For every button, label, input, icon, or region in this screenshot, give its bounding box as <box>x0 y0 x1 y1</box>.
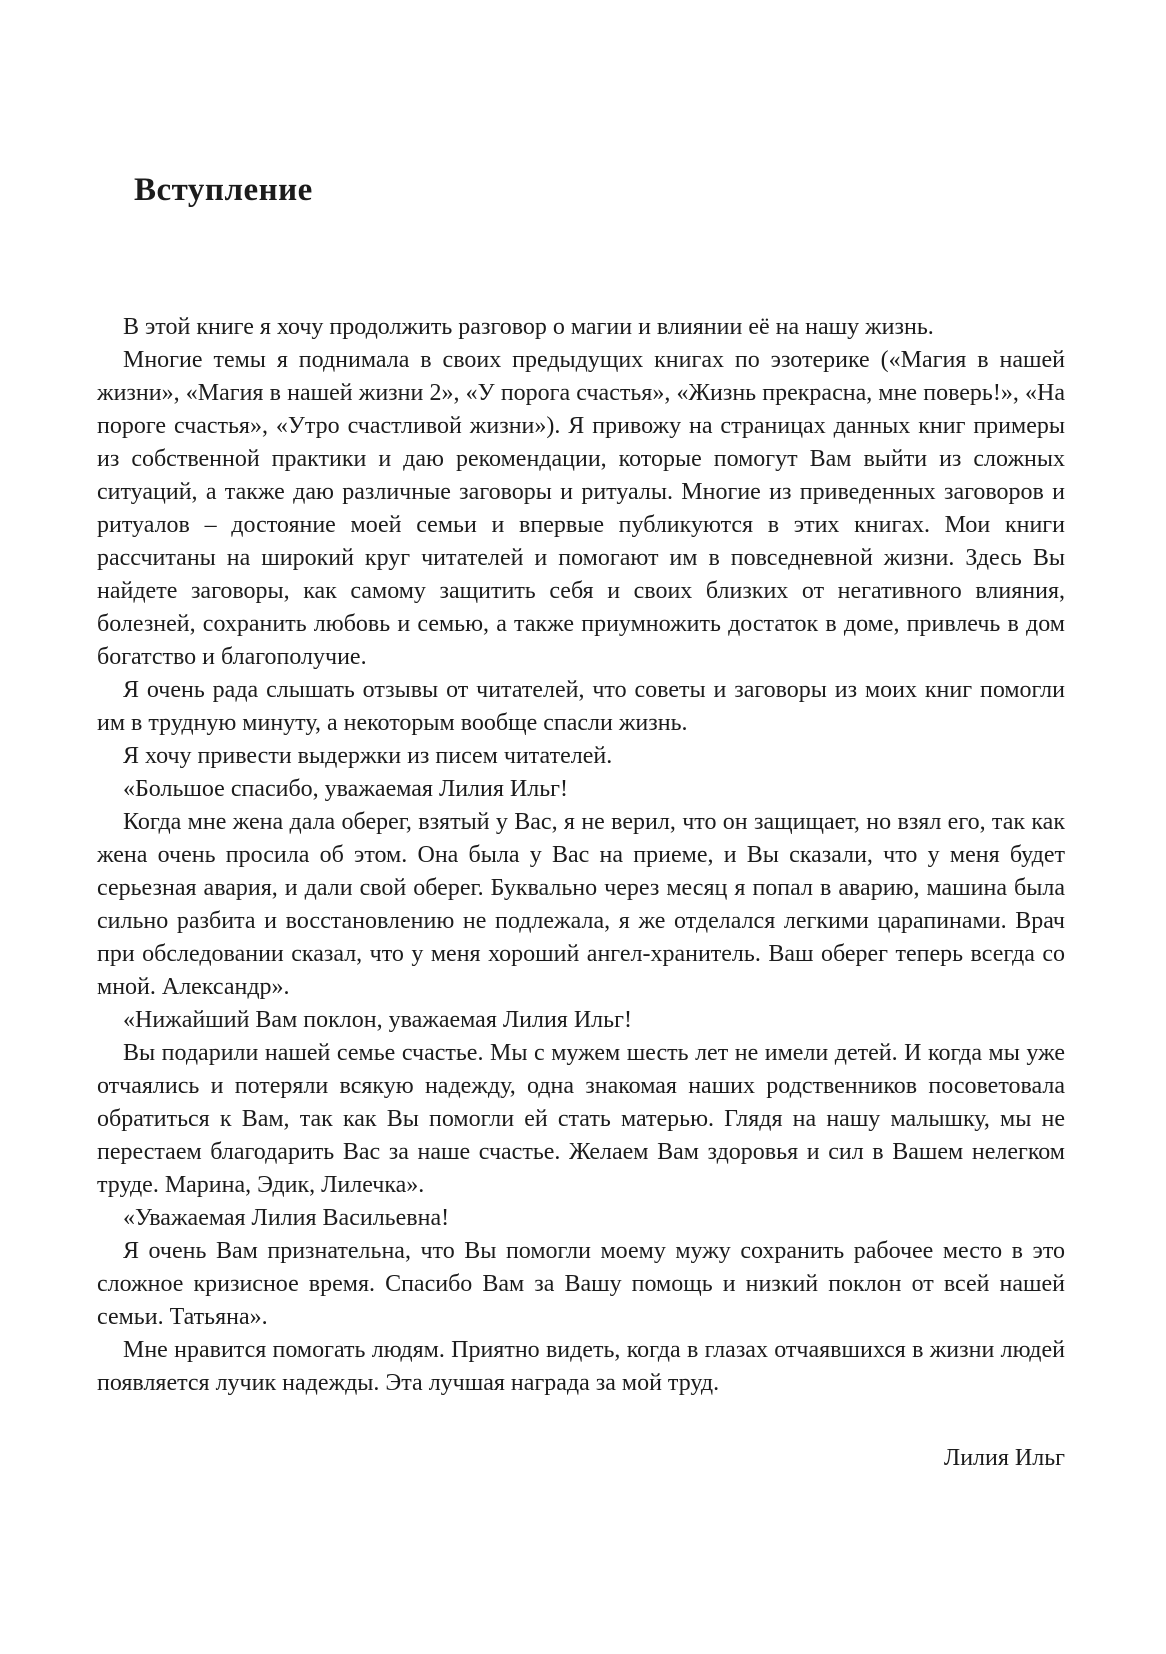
paragraph: Многие темы я поднимала в своих предыдущих книгах по эзотерике («Магия в нашей жизни», «Магия в нашей жизни 2», «У порога счастья», «Жизнь прекрасна, мне поверь!», «На пороге счастья», «Утро счастливой жизни»). Я привожу на страницах данных книг примеры из собственной практики и даю рекомендации, которые помогут Вам выйти из сложных ситуаций, а также даю различные заговоры и ритуалы. Многие из приведенных заговоров и ритуалов – достояние моей семьи и впервые публикуются в этих книгах. Мои книги рассчитаны на широкий круг читателей и помогают им в повседневной жизни. Здесь Вы найдете заговоры, как самому защитить себя и своих близких от негативного влияния, болезней, сохранить любовь и семью, а также приумножить достаток в доме, привлечь в дом богатство и благополучие. <box>97 347 1065 670</box>
paragraph: Мне нравится помогать людям. Приятно видеть, когда в глазах отчаявшихся в жизни людей появляется лучик надежды. Эта лучшая награда за мой труд. <box>97 1337 1065 1396</box>
paragraph: Я хочу привести выдержки из писем читателей. <box>123 743 613 769</box>
paragraph: Я очень рада слышать отзывы от читателей, что советы и заговоры из моих книг помогли им в трудную минуту, а некоторым вообще спасли жизнь. <box>97 677 1065 736</box>
paragraph: Вы подарили нашей семье счастье. Мы с мужем шесть лет не имели детей. И когда мы уже отчаялись и потеряли всякую надежду, одна знакомая наших родственников посоветовала обратиться к Вам, так как Вы помогли ей стать матерью. Глядя на нашу малышку, мы не перестаем благодарить Вас за наше счастье. Желаем Вам здоровья и сил в Вашем нелегком труде. Марина, Эдик, Лилечка». <box>97 1040 1065 1198</box>
paragraph: «Большое спасибо, уважаемая Лилия Ильг! <box>123 776 569 802</box>
chapter-title: Вступление <box>134 172 313 208</box>
paragraph: В этой книге я хочу продолжить разговор о магии и влиянии её на нашу жизнь. <box>123 314 934 340</box>
paragraph: Я очень Вам признательна, что Вы помогли моему мужу сохранить рабочее место в это сложное кризисное время. Спасибо Вам за Вашу помощь и низкий поклон от всей нашей семьи. Татьяна». <box>97 1238 1065 1330</box>
paragraph: «Уважаемая Лилия Васильевна! <box>123 1205 450 1231</box>
paragraph: «Нижайший Вам поклон, уважаемая Лилия Ильг! <box>123 1007 632 1033</box>
author-signature: Лилия Ильг <box>943 1445 1065 1471</box>
chapter-body <box>97 311 1065 1475</box>
paragraph: Когда мне жена дала оберег, взятый у Вас, я не верил, что он защищает, но взял его, так как жена очень просила об этом. Она была у Вас на приеме, и Вы сказали, что у меня будет серьезная авария, и дали свой оберег. Буквально через месяц я попал в аварию, машина была сильно разбита и восстановлению не подлежала, я же отделался легкими царапинами. Врач при обследовании сказал, что у меня хороший ангел-хранитель. Ваш оберег теперь всегда со мной. Александр». <box>97 809 1065 1000</box>
